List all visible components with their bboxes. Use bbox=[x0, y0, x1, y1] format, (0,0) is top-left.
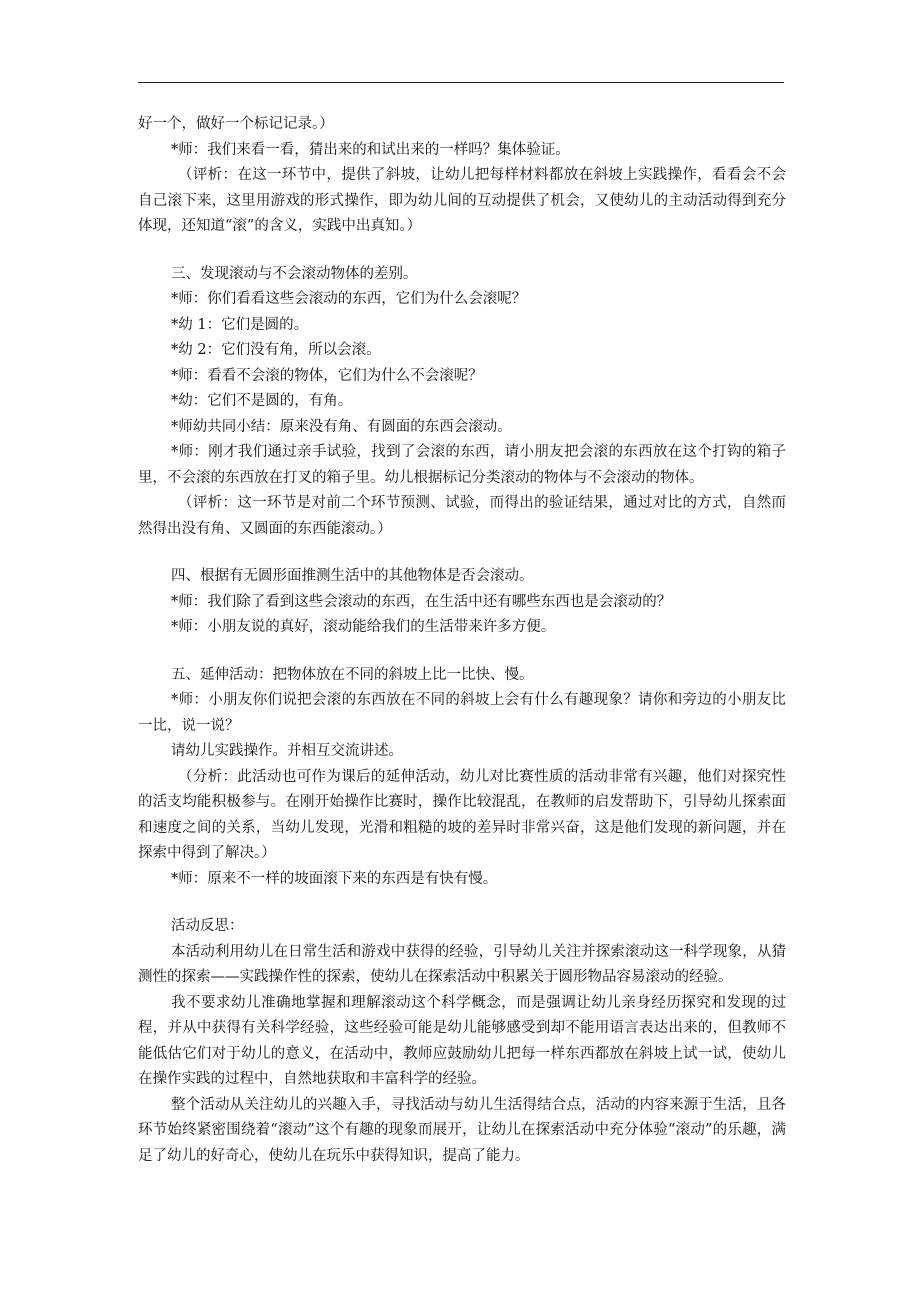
paragraph-gap bbox=[138, 542, 786, 564]
paragraph: 三、发现滚动与不会滚动物体的差别。 bbox=[171, 265, 418, 282]
paragraph: *师：刚才我们通过亲手试验，找到了会滚的东西，请小朋友把会滚的东西放在这个打钩的箱子里，不会滚的东西放在打叉的箱子里。幼儿根据标记分类滚动的物体与不会滚动的物体。 bbox=[138, 444, 786, 486]
paragraph: *师：小朋友说的真好，滚动能给我们的生活带来许多方便。 bbox=[171, 619, 556, 635]
paragraph: （分析：此活动也可作为课后的延伸活动，幼儿对比赛性质的活动非常有兴趣，他们对探究性的活支均能积极参与。在刚开始操作比赛时，操作比较混乱，在教师的启发帮助下，引导幼儿探索面和速度之间的关系，当幼儿发现，光滑和粗糙的坡的差异时非常兴奋，这是他们发现的新问题，并在探索中得到了解决。） bbox=[138, 768, 786, 861]
paragraph: *幼：它们不是圆的，有角。 bbox=[171, 393, 353, 409]
paragraph: 好一个，做好一个标记记录。） bbox=[138, 116, 334, 132]
paragraph: （评析：这一环节是对前二个环节预测、试验，而得出的验证结果，通过对比的方式，自然而然得出没有角、又圆面的东西能滚动。） bbox=[138, 495, 786, 537]
paragraph: 四、根据有无圆形面推测生活中的其他物体是否会滚动。 bbox=[171, 568, 534, 584]
paragraph: 请幼儿实践操作。并相互交流讲述。 bbox=[171, 743, 403, 759]
paragraph: *师：看看不会滚的物体，它们为什么不会滚呢？ bbox=[171, 367, 483, 384]
paragraph: *师幼共同小结：原来没有角、有圆面的东西会滚动。 bbox=[171, 418, 512, 435]
header-rule bbox=[138, 82, 784, 83]
paragraph: *师：我们除了看到这些会滚动的东西，在生活中还有哪些东西也是会滚动的？ bbox=[171, 593, 672, 610]
paragraph: *幼 1：它们是圆的。 bbox=[171, 316, 309, 333]
paragraph: *师：小朋友你们说把会滚的东西放在不同的斜坡上会有什么有趣现象？请你和旁边的小朋友比一比，说一说？ bbox=[138, 692, 786, 734]
paragraph-gap bbox=[138, 892, 786, 914]
document-body bbox=[138, 112, 786, 1169]
paragraph: *师：原来不一样的坡面滚下来的东西是有快有慢。 bbox=[171, 870, 498, 887]
paragraph: *幼 2：它们没有角，所以会滚。 bbox=[171, 342, 381, 358]
paragraph: （评析：在这一环节中，提供了斜坡，让幼儿把每样材料都放在斜坡上实践操作，看看会不会自己滚下来，这里用游戏的形式操作，即为幼儿间的互动提供了机会，又使幼儿的主动活动得到充分体现，还知道“滚”的含义，实践中出真知。） bbox=[138, 167, 786, 234]
paragraph-gap bbox=[138, 240, 786, 262]
paragraph: *师：你们看看这些会滚动的东西，它们为什么会滚呢？ bbox=[171, 291, 527, 307]
paragraph: 整个活动从关注幼儿的兴趣入手，寻找活动与幼儿生活得结合点，活动的内容来源于生活，且各环节始终紧密围绕着“滚动”这个有趣的现象而展开，让幼儿在探索活动中充分体验“滚动”的乐趣，满足了幼儿的好奇心，使幼儿在玩乐中获得知识，提高了能力。 bbox=[138, 1096, 786, 1164]
paragraph-gap bbox=[138, 641, 786, 663]
paragraph: *师：我们来看一看，猜出来的和试出来的一样吗？集体验证。 bbox=[171, 141, 570, 158]
paragraph: 本活动利用幼儿在日常生活和游戏中获得的经验，引导幼儿关注并探索滚动这一科学现象，从猜测性的探索——实践操作性的探索，使幼儿在探索活动中积累关于圆形物品容易滚动的经验。 bbox=[138, 943, 786, 985]
paragraph: 活动反思： bbox=[171, 918, 244, 934]
paragraph: 五、延伸活动：把物体放在不同的斜坡上比一比快、慢。 bbox=[171, 666, 534, 683]
paragraph: 我不要求幼儿准确地掌握和理解滚动这个科学概念，而是强调让幼儿亲身经历探究和发现的过程，并从中获得有关科学经验，这些经验可能是幼儿能够感受到却不能用语言表达出来的，但教师不能低估它们对于幼儿的意义，在活动中，教师应鼓励幼儿把每一样东西都放在斜坡上试一试，使幼儿在操作实践的过程中，自然地获取和丰富科学的经验。 bbox=[138, 994, 786, 1087]
